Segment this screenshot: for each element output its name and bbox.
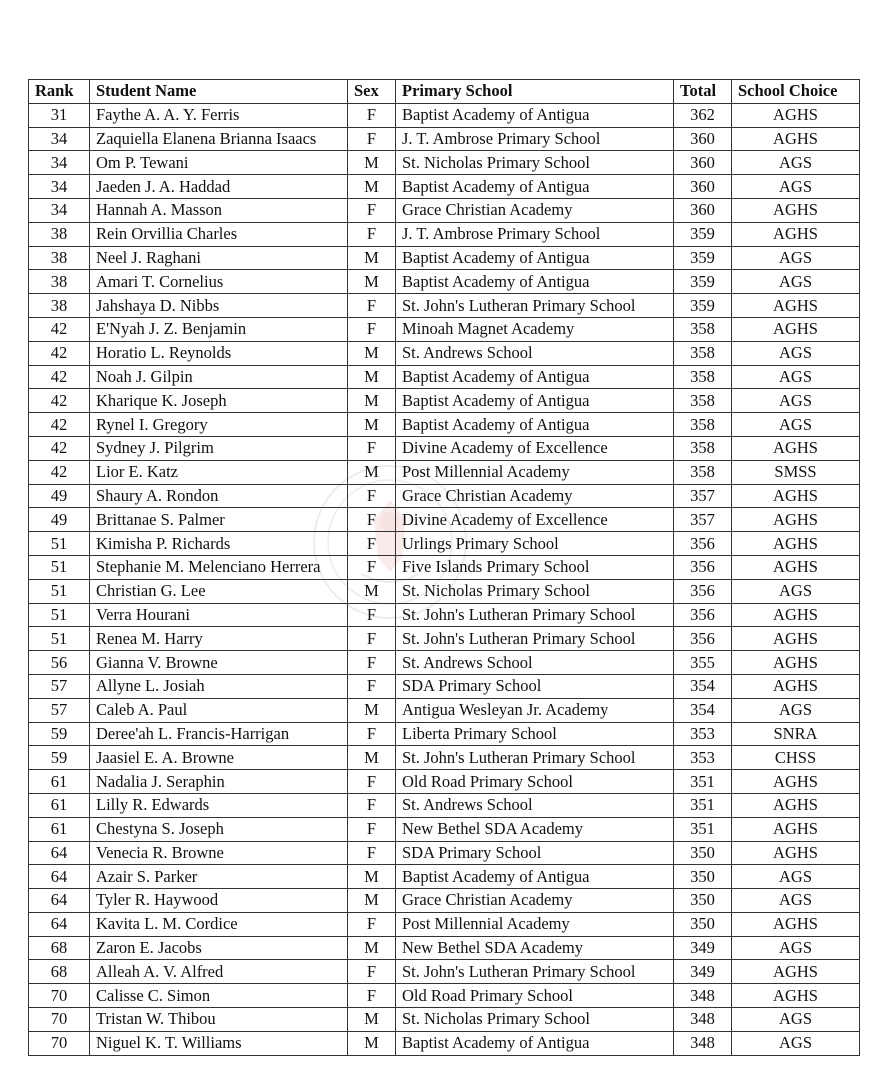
cell-sex: F — [348, 627, 396, 651]
cell-rank: 70 — [29, 1008, 90, 1032]
cell-total: 358 — [674, 460, 732, 484]
cell-school-choice: AGHS — [732, 508, 860, 532]
cell-total: 351 — [674, 793, 732, 817]
cell-total: 356 — [674, 555, 732, 579]
table-row — [29, 1008, 860, 1032]
table-row — [29, 484, 860, 508]
cell-primary-school: St. Nicholas Primary School — [396, 151, 674, 175]
cell-primary-school: Old Road Primary School — [396, 770, 674, 794]
cell-student-name: Om P. Tewani — [90, 151, 348, 175]
table-row — [29, 103, 860, 127]
cell-sex: F — [348, 817, 396, 841]
cell-rank: 42 — [29, 341, 90, 365]
cell-rank: 57 — [29, 698, 90, 722]
cell-primary-school: Baptist Academy of Antigua — [396, 175, 674, 199]
table-row — [29, 817, 860, 841]
cell-primary-school: Baptist Academy of Antigua — [396, 246, 674, 270]
cell-sex: F — [348, 532, 396, 556]
table-row — [29, 960, 860, 984]
cell-school-choice: AGHS — [732, 294, 860, 318]
cell-sex: M — [348, 246, 396, 270]
table-row — [29, 555, 860, 579]
cell-total: 362 — [674, 103, 732, 127]
cell-rank: 42 — [29, 389, 90, 413]
cell-rank: 51 — [29, 627, 90, 651]
cell-primary-school: New Bethel SDA Academy — [396, 817, 674, 841]
table-row — [29, 746, 860, 770]
cell-total: 356 — [674, 579, 732, 603]
cell-school-choice: AGHS — [732, 222, 860, 246]
table-row — [29, 841, 860, 865]
header-primary-school: Primary School — [396, 80, 674, 104]
cell-student-name: Sydney J. Pilgrim — [90, 436, 348, 460]
cell-primary-school: Minoah Magnet Academy — [396, 317, 674, 341]
cell-sex: F — [348, 912, 396, 936]
cell-rank: 61 — [29, 793, 90, 817]
cell-student-name: Noah J. Gilpin — [90, 365, 348, 389]
cell-sex: F — [348, 960, 396, 984]
cell-student-name: Calisse C. Simon — [90, 984, 348, 1008]
cell-rank: 51 — [29, 603, 90, 627]
cell-school-choice: AGHS — [732, 484, 860, 508]
cell-rank: 42 — [29, 436, 90, 460]
cell-school-choice: AGS — [732, 246, 860, 270]
cell-sex: M — [348, 175, 396, 199]
cell-school-choice: AGHS — [732, 198, 860, 222]
cell-total: 356 — [674, 627, 732, 651]
cell-total: 348 — [674, 984, 732, 1008]
cell-total: 359 — [674, 246, 732, 270]
table-row — [29, 984, 860, 1008]
cell-school-choice: AGHS — [732, 984, 860, 1008]
table-body — [29, 103, 860, 1055]
table-row — [29, 627, 860, 651]
cell-student-name: Rein Orvillia Charles — [90, 222, 348, 246]
cell-primary-school: St. Nicholas Primary School — [396, 579, 674, 603]
cell-sex: F — [348, 722, 396, 746]
cell-total: 350 — [674, 865, 732, 889]
cell-primary-school: St. Andrews School — [396, 341, 674, 365]
cell-total: 350 — [674, 841, 732, 865]
cell-sex: M — [348, 365, 396, 389]
cell-primary-school: New Bethel SDA Academy — [396, 936, 674, 960]
cell-total: 359 — [674, 270, 732, 294]
cell-school-choice: AGS — [732, 341, 860, 365]
cell-total: 360 — [674, 127, 732, 151]
cell-rank: 38 — [29, 270, 90, 294]
cell-primary-school: SDA Primary School — [396, 841, 674, 865]
cell-school-choice: AGS — [732, 270, 860, 294]
table-row — [29, 579, 860, 603]
cell-student-name: Kharique K. Joseph — [90, 389, 348, 413]
cell-total: 358 — [674, 413, 732, 437]
cell-school-choice: AGHS — [732, 793, 860, 817]
cell-sex: F — [348, 508, 396, 532]
cell-student-name: Faythe A. A. Y. Ferris — [90, 103, 348, 127]
cell-sex: F — [348, 841, 396, 865]
cell-sex: F — [348, 651, 396, 675]
cell-total: 360 — [674, 151, 732, 175]
cell-school-choice: AGHS — [732, 627, 860, 651]
cell-student-name: Chestyna S. Joseph — [90, 817, 348, 841]
table-row — [29, 222, 860, 246]
cell-student-name: Jaeden J. A. Haddad — [90, 175, 348, 199]
cell-student-name: Horatio L. Reynolds — [90, 341, 348, 365]
header-sex: Sex — [348, 80, 396, 104]
cell-primary-school: Baptist Academy of Antigua — [396, 389, 674, 413]
cell-rank: 42 — [29, 365, 90, 389]
cell-student-name: E'Nyah J. Z. Benjamin — [90, 317, 348, 341]
header-total: Total — [674, 80, 732, 104]
cell-sex: F — [348, 127, 396, 151]
table-row — [29, 793, 860, 817]
cell-total: 348 — [674, 1031, 732, 1055]
cell-school-choice: SNRA — [732, 722, 860, 746]
cell-student-name: Renea M. Harry — [90, 627, 348, 651]
cell-school-choice: AGHS — [732, 317, 860, 341]
cell-sex: M — [348, 865, 396, 889]
cell-primary-school: Antigua Wesleyan Jr. Academy — [396, 698, 674, 722]
cell-sex: F — [348, 484, 396, 508]
table-row — [29, 936, 860, 960]
cell-rank: 31 — [29, 103, 90, 127]
table-row — [29, 341, 860, 365]
cell-school-choice: AGS — [732, 389, 860, 413]
cell-sex: F — [348, 198, 396, 222]
cell-student-name: Jahshaya D. Nibbs — [90, 294, 348, 318]
cell-school-choice: AGS — [732, 579, 860, 603]
cell-total: 360 — [674, 198, 732, 222]
cell-sex: F — [348, 984, 396, 1008]
cell-student-name: Niguel K. T. Williams — [90, 1031, 348, 1055]
cell-student-name: Lilly R. Edwards — [90, 793, 348, 817]
table-row — [29, 722, 860, 746]
table-row — [29, 365, 860, 389]
cell-school-choice: AGHS — [732, 127, 860, 151]
cell-rank: 49 — [29, 484, 90, 508]
cell-rank: 34 — [29, 151, 90, 175]
cell-sex: M — [348, 579, 396, 603]
cell-primary-school: Liberta Primary School — [396, 722, 674, 746]
cell-total: 360 — [674, 175, 732, 199]
cell-student-name: Christian G. Lee — [90, 579, 348, 603]
table-row — [29, 151, 860, 175]
table-row — [29, 317, 860, 341]
cell-rank: 59 — [29, 722, 90, 746]
cell-sex: M — [348, 151, 396, 175]
cell-total: 358 — [674, 436, 732, 460]
cell-primary-school: Divine Academy of Excellence — [396, 436, 674, 460]
cell-primary-school: Urlings Primary School — [396, 532, 674, 556]
cell-sex: F — [348, 222, 396, 246]
cell-rank: 59 — [29, 746, 90, 770]
cell-total: 358 — [674, 365, 732, 389]
cell-rank: 64 — [29, 841, 90, 865]
cell-school-choice: CHSS — [732, 746, 860, 770]
cell-sex: F — [348, 770, 396, 794]
cell-total: 354 — [674, 698, 732, 722]
cell-school-choice: AGHS — [732, 651, 860, 675]
cell-school-choice: AGHS — [732, 674, 860, 698]
cell-rank: 42 — [29, 317, 90, 341]
cell-sex: F — [348, 603, 396, 627]
cell-school-choice: AGS — [732, 698, 860, 722]
cell-primary-school: Post Millennial Academy — [396, 912, 674, 936]
cell-primary-school: Post Millennial Academy — [396, 460, 674, 484]
table-row — [29, 770, 860, 794]
cell-student-name: Shaury A. Rondon — [90, 484, 348, 508]
cell-school-choice: AGS — [732, 1008, 860, 1032]
cell-sex: F — [348, 436, 396, 460]
cell-school-choice: AGHS — [732, 960, 860, 984]
cell-primary-school: St. John's Lutheran Primary School — [396, 627, 674, 651]
table-row — [29, 127, 860, 151]
cell-primary-school: St. Andrews School — [396, 651, 674, 675]
cell-student-name: Azair S. Parker — [90, 865, 348, 889]
cell-student-name: Zaron E. Jacobs — [90, 936, 348, 960]
table-row — [29, 1031, 860, 1055]
table-row — [29, 389, 860, 413]
table-row — [29, 532, 860, 556]
cell-total: 359 — [674, 222, 732, 246]
cell-sex: F — [348, 793, 396, 817]
cell-total: 358 — [674, 341, 732, 365]
cell-primary-school: J. T. Ambrose Primary School — [396, 127, 674, 151]
header-rank: Rank — [29, 80, 90, 104]
cell-sex: M — [348, 270, 396, 294]
cell-student-name: Gianna V. Browne — [90, 651, 348, 675]
cell-student-name: Stephanie M. Melenciano Herrera — [90, 555, 348, 579]
cell-rank: 68 — [29, 936, 90, 960]
table-row — [29, 508, 860, 532]
cell-primary-school: SDA Primary School — [396, 674, 674, 698]
cell-rank: 51 — [29, 579, 90, 603]
cell-primary-school: Five Islands Primary School — [396, 555, 674, 579]
table-row — [29, 198, 860, 222]
cell-total: 350 — [674, 912, 732, 936]
cell-sex: F — [348, 317, 396, 341]
table-row — [29, 912, 860, 936]
cell-student-name: Deree'ah L. Francis-Harrigan — [90, 722, 348, 746]
cell-student-name: Alleah A. V. Alfred — [90, 960, 348, 984]
cell-school-choice: AGS — [732, 889, 860, 913]
cell-student-name: Kimisha P. Richards — [90, 532, 348, 556]
cell-rank: 38 — [29, 222, 90, 246]
cell-school-choice: AGHS — [732, 770, 860, 794]
cell-primary-school: St. John's Lutheran Primary School — [396, 746, 674, 770]
cell-primary-school: Baptist Academy of Antigua — [396, 865, 674, 889]
cell-student-name: Brittanae S. Palmer — [90, 508, 348, 532]
cell-total: 359 — [674, 294, 732, 318]
cell-rank: 70 — [29, 984, 90, 1008]
cell-student-name: Lior E. Katz — [90, 460, 348, 484]
cell-rank: 34 — [29, 198, 90, 222]
cell-school-choice: AGS — [732, 1031, 860, 1055]
cell-school-choice: AGHS — [732, 841, 860, 865]
cell-total: 356 — [674, 603, 732, 627]
cell-student-name: Nadalia J. Seraphin — [90, 770, 348, 794]
cell-student-name: Zaquiella Elanena Brianna Isaacs — [90, 127, 348, 151]
cell-total: 348 — [674, 1008, 732, 1032]
cell-total: 354 — [674, 674, 732, 698]
cell-sex: F — [348, 674, 396, 698]
table-row — [29, 889, 860, 913]
cell-school-choice: AGS — [732, 865, 860, 889]
cell-rank: 64 — [29, 912, 90, 936]
cell-student-name: Tyler R. Haywood — [90, 889, 348, 913]
cell-primary-school: Baptist Academy of Antigua — [396, 413, 674, 437]
cell-primary-school: Divine Academy of Excellence — [396, 508, 674, 532]
cell-rank: 70 — [29, 1031, 90, 1055]
cell-primary-school: Baptist Academy of Antigua — [396, 1031, 674, 1055]
cell-student-name: Neel J. Raghani — [90, 246, 348, 270]
cell-total: 357 — [674, 484, 732, 508]
cell-total: 351 — [674, 817, 732, 841]
cell-rank: 42 — [29, 413, 90, 437]
cell-student-name: Venecia R. Browne — [90, 841, 348, 865]
cell-sex: F — [348, 294, 396, 318]
cell-total: 353 — [674, 746, 732, 770]
cell-school-choice: AGS — [732, 151, 860, 175]
cell-school-choice: AGHS — [732, 603, 860, 627]
cell-total: 357 — [674, 508, 732, 532]
cell-student-name: Allyne L. Josiah — [90, 674, 348, 698]
cell-sex: M — [348, 389, 396, 413]
cell-rank: 38 — [29, 294, 90, 318]
table-row — [29, 698, 860, 722]
cell-primary-school: Baptist Academy of Antigua — [396, 270, 674, 294]
cell-rank: 64 — [29, 889, 90, 913]
cell-primary-school: Baptist Academy of Antigua — [396, 103, 674, 127]
cell-school-choice: AGHS — [732, 436, 860, 460]
cell-school-choice: AGS — [732, 175, 860, 199]
cell-student-name: Caleb A. Paul — [90, 698, 348, 722]
cell-primary-school: St. John's Lutheran Primary School — [396, 960, 674, 984]
cell-primary-school: Baptist Academy of Antigua — [396, 365, 674, 389]
cell-rank: 38 — [29, 246, 90, 270]
cell-total: 351 — [674, 770, 732, 794]
cell-primary-school: Old Road Primary School — [396, 984, 674, 1008]
table-row — [29, 651, 860, 675]
cell-sex: F — [348, 555, 396, 579]
cell-primary-school: Grace Christian Academy — [396, 889, 674, 913]
table-row — [29, 603, 860, 627]
cell-school-choice: AGHS — [732, 912, 860, 936]
cell-student-name: Rynel I. Gregory — [90, 413, 348, 437]
cell-school-choice: AGS — [732, 936, 860, 960]
cell-sex: M — [348, 936, 396, 960]
table-row — [29, 865, 860, 889]
cell-rank: 56 — [29, 651, 90, 675]
cell-sex: M — [348, 746, 396, 770]
cell-rank: 68 — [29, 960, 90, 984]
cell-total: 350 — [674, 889, 732, 913]
cell-total: 349 — [674, 960, 732, 984]
cell-school-choice: AGHS — [732, 532, 860, 556]
cell-school-choice: AGS — [732, 365, 860, 389]
cell-rank: 34 — [29, 127, 90, 151]
cell-total: 353 — [674, 722, 732, 746]
cell-primary-school: St. John's Lutheran Primary School — [396, 294, 674, 318]
cell-total: 356 — [674, 532, 732, 556]
cell-rank: 42 — [29, 460, 90, 484]
table-row — [29, 294, 860, 318]
results-table — [28, 79, 860, 1056]
table-row — [29, 436, 860, 460]
cell-sex: M — [348, 889, 396, 913]
cell-student-name: Tristan W. Thibou — [90, 1008, 348, 1032]
cell-student-name: Hannah A. Masson — [90, 198, 348, 222]
cell-school-choice: AGS — [732, 413, 860, 437]
cell-total: 349 — [674, 936, 732, 960]
cell-total: 358 — [674, 389, 732, 413]
table-row — [29, 246, 860, 270]
cell-sex: M — [348, 341, 396, 365]
cell-primary-school: J. T. Ambrose Primary School — [396, 222, 674, 246]
header-school-choice: School Choice — [732, 80, 860, 104]
table-row — [29, 175, 860, 199]
cell-primary-school: St. Nicholas Primary School — [396, 1008, 674, 1032]
header-student-name: Student Name — [90, 80, 348, 104]
cell-primary-school: Grace Christian Academy — [396, 198, 674, 222]
cell-sex: M — [348, 698, 396, 722]
cell-rank: 64 — [29, 865, 90, 889]
cell-rank: 61 — [29, 770, 90, 794]
cell-rank: 61 — [29, 817, 90, 841]
cell-school-choice: SMSS — [732, 460, 860, 484]
cell-total: 355 — [674, 651, 732, 675]
table-row — [29, 674, 860, 698]
cell-student-name: Verra Hourani — [90, 603, 348, 627]
cell-rank: 51 — [29, 555, 90, 579]
cell-total: 358 — [674, 317, 732, 341]
cell-student-name: Kavita L. M. Cordice — [90, 912, 348, 936]
cell-primary-school: St. John's Lutheran Primary School — [396, 603, 674, 627]
cell-primary-school: St. Andrews School — [396, 793, 674, 817]
cell-rank: 49 — [29, 508, 90, 532]
cell-student-name: Amari T. Cornelius — [90, 270, 348, 294]
cell-rank: 51 — [29, 532, 90, 556]
cell-sex: M — [348, 1031, 396, 1055]
table-row — [29, 270, 860, 294]
cell-student-name: Jaasiel E. A. Browne — [90, 746, 348, 770]
cell-school-choice: AGHS — [732, 555, 860, 579]
table-row — [29, 413, 860, 437]
cell-sex: F — [348, 103, 396, 127]
cell-school-choice: AGHS — [732, 103, 860, 127]
table-row — [29, 460, 860, 484]
cell-rank: 57 — [29, 674, 90, 698]
cell-sex: M — [348, 1008, 396, 1032]
table-header-row — [29, 80, 860, 104]
cell-rank: 34 — [29, 175, 90, 199]
cell-school-choice: AGHS — [732, 817, 860, 841]
cell-sex: M — [348, 413, 396, 437]
cell-sex: M — [348, 460, 396, 484]
cell-primary-school: Grace Christian Academy — [396, 484, 674, 508]
